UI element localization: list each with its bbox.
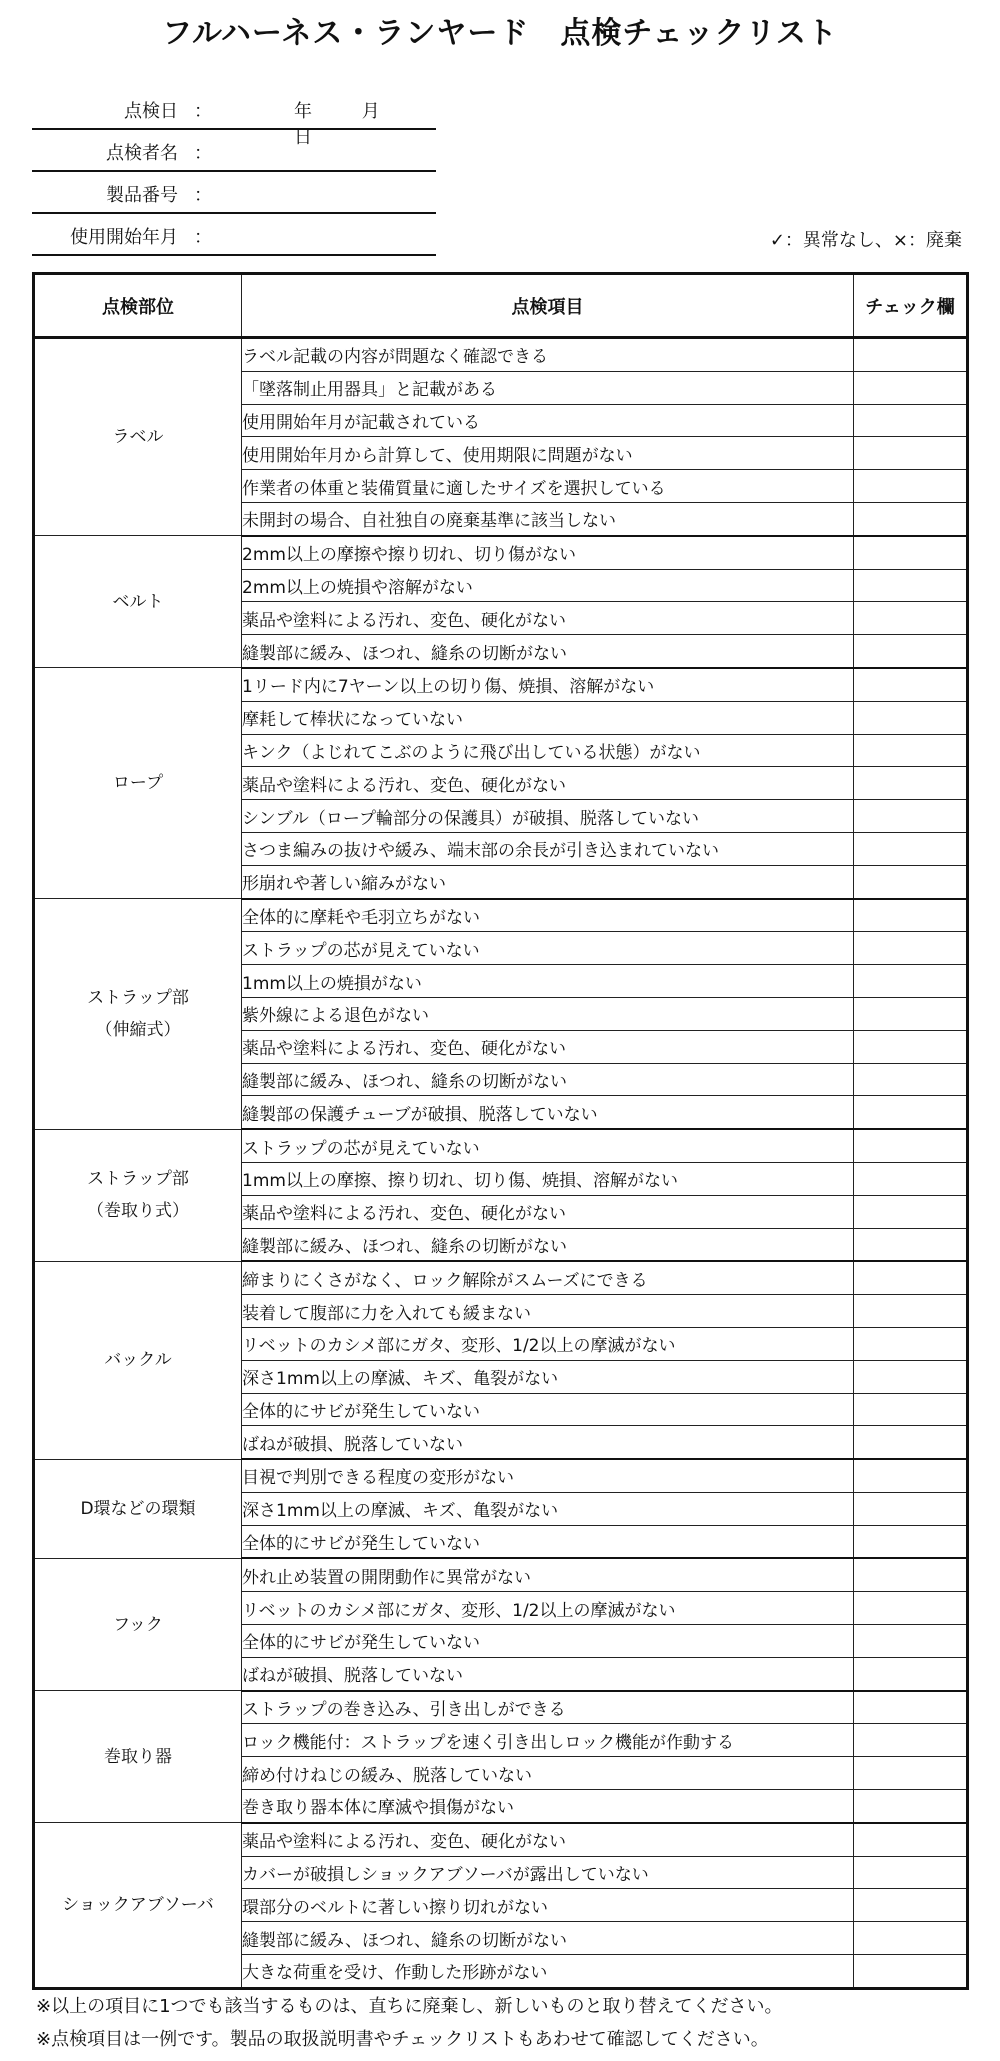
item-cell: 縫製部に緩み、ほつれ、縫糸の切断がない — [242, 635, 854, 668]
check-legend: ✓：異常なし、×：廃棄 — [769, 230, 962, 251]
item-cell: 外れ止め装置の開閉動作に異常がない — [242, 1558, 854, 1591]
part-label: （巻取り式） — [87, 1201, 189, 1222]
item-cell: 紫外線による退色がない — [242, 997, 854, 1030]
part-cell — [34, 1823, 242, 1988]
date-month-label: 月 — [361, 101, 380, 122]
date-year-label: 年 — [294, 101, 312, 122]
check-cell[interactable] — [854, 371, 968, 404]
table-header-row — [34, 274, 968, 338]
item-cell: 薬品や塗料による汚れ、変色、硬化がない — [242, 1195, 854, 1228]
item-cell: 未開封の場合、自社独自の廃棄基準に該当しない — [242, 502, 854, 535]
check-cell[interactable] — [854, 1129, 968, 1162]
item-cell: ロック機能付：ストラップを速く引き出しロック機能が作動する — [242, 1724, 854, 1757]
check-cell[interactable] — [854, 1592, 968, 1625]
footnote: ※以上の項目に1つでも該当するものは、直ちに廃棄し、新しいものと取り替えてください。 — [36, 1996, 783, 2017]
table-row — [34, 668, 968, 701]
item-cell: 全体的にサビが発生していない — [242, 1393, 854, 1426]
info-row-start-date[interactable] — [32, 214, 436, 256]
item-cell: 装着して腹部に力を入れても緩まない — [242, 1295, 854, 1328]
table-row — [34, 536, 968, 569]
item-cell: 環部分のベルトに著しい擦り切れがない — [242, 1889, 854, 1922]
item-cell: 2mm以上の摩擦や擦り切れ、切り傷がない — [242, 536, 854, 569]
info-label: 点検者名 — [106, 143, 178, 164]
checklist-body — [34, 338, 968, 1989]
header-item: 点検項目 — [242, 274, 854, 338]
check-cell[interactable] — [854, 1625, 968, 1658]
check-cell[interactable] — [854, 404, 968, 437]
check-cell[interactable] — [854, 1525, 968, 1558]
check-cell[interactable] — [854, 1096, 968, 1129]
item-cell: 薬品や塗料による汚れ、変色、硬化がない — [242, 602, 854, 635]
item-cell: 全体的に摩耗や毛羽立ちがない — [242, 899, 854, 932]
item-cell: 目視で判別できる程度の変形がない — [242, 1459, 854, 1492]
info-label: 製品番号 — [106, 185, 178, 206]
table-row — [34, 1459, 968, 1492]
item-cell: ばねが破損、脱落していない — [242, 1657, 854, 1690]
check-cell[interactable] — [854, 800, 968, 833]
check-cell[interactable] — [854, 1922, 968, 1955]
check-cell[interactable] — [854, 1327, 968, 1360]
item-cell: カバーが破損しショックアブソーバが露出していない — [242, 1856, 854, 1889]
footnote: ※点検項目は一例です。製品の取扱説明書やチェックリストもあわせて確認してください。 — [36, 2029, 769, 2050]
info-label: 使用開始年月 — [70, 227, 178, 248]
info-colon: ： — [194, 143, 212, 164]
check-cell[interactable] — [854, 1360, 968, 1393]
item-cell: 深さ1mm以上の摩滅、キズ、亀裂がない — [242, 1360, 854, 1393]
part-label: ストラップ部 — [87, 1169, 189, 1190]
check-cell[interactable] — [854, 1889, 968, 1922]
part-cell — [34, 1558, 242, 1690]
item-cell: 縫製部の保護チューブが破損、脱落していない — [242, 1096, 854, 1129]
item-cell: 2mm以上の焼損や溶解がない — [242, 569, 854, 602]
item-cell: 大きな荷重を受け、作動した形跡がない — [242, 1955, 854, 1989]
check-cell[interactable] — [854, 1459, 968, 1492]
info-row-product-number[interactable] — [32, 172, 436, 214]
check-cell[interactable] — [854, 1393, 968, 1426]
info-row-inspection-date[interactable] — [32, 88, 436, 148]
check-cell[interactable] — [854, 1558, 968, 1591]
table-row — [34, 1129, 968, 1162]
part-label: ベルト — [112, 591, 164, 612]
check-cell[interactable] — [854, 502, 968, 535]
part-label: フック — [113, 1614, 163, 1635]
page-title: フルハーネス・ランヤード 点検チェックリスト — [162, 16, 838, 51]
item-cell: 薬品や塗料による汚れ、変色、硬化がない — [242, 1030, 854, 1063]
check-cell[interactable] — [854, 338, 968, 372]
check-cell[interactable] — [854, 668, 968, 701]
check-cell[interactable] — [854, 1228, 968, 1261]
check-cell[interactable] — [854, 1856, 968, 1889]
part-label: ショックアブソーバ — [62, 1895, 214, 1916]
check-cell[interactable] — [854, 1691, 968, 1724]
check-cell[interactable] — [854, 1426, 968, 1459]
item-cell: ラベル記載の内容が問題なく確認できる — [242, 338, 854, 372]
check-cell[interactable] — [854, 1757, 968, 1790]
part-label: ストラップ部 — [87, 987, 189, 1008]
item-cell: 縫製部に緩み、ほつれ、縫糸の切断がない — [242, 1922, 854, 1955]
part-label: D環などの環類 — [80, 1498, 196, 1519]
check-cell[interactable] — [854, 767, 968, 800]
check-cell[interactable] — [854, 602, 968, 635]
item-cell: 使用開始年月から計算して、使用期限に問題がない — [242, 437, 854, 470]
check-cell[interactable] — [854, 635, 968, 668]
part-cell — [34, 1459, 242, 1558]
item-cell: ストラップの芯が見えていない — [242, 932, 854, 965]
check-cell[interactable] — [854, 437, 968, 470]
part-cell — [34, 1129, 242, 1261]
part-label: ロープ — [112, 773, 164, 794]
date-day-label: 日 — [294, 127, 312, 148]
check-cell[interactable] — [854, 569, 968, 602]
part-label: （伸縮式） — [95, 1019, 181, 1040]
part-label: バックル — [104, 1350, 172, 1371]
info-label: 点検日 — [124, 101, 178, 122]
table-row — [34, 1823, 968, 1856]
item-cell: リベットのカシメ部にガタ、変形、1/2以上の摩滅がない — [242, 1592, 854, 1625]
part-cell — [34, 1691, 242, 1823]
part-cell — [34, 668, 242, 899]
check-cell[interactable] — [854, 536, 968, 569]
part-label: ラベル — [112, 427, 164, 448]
item-cell: 作業者の体重と装備質量に適したサイズを選択している — [242, 470, 854, 503]
item-cell: 巻き取り器本体に摩滅や損傷がない — [242, 1790, 854, 1823]
table-row — [34, 1558, 968, 1591]
item-cell: ばねが破損、脱落していない — [242, 1426, 854, 1459]
item-cell: 薬品や塗料による汚れ、変色、硬化がない — [242, 767, 854, 800]
item-cell: 深さ1mm以上の摩滅、キズ、亀裂がない — [242, 1492, 854, 1525]
check-cell[interactable] — [854, 1295, 968, 1328]
item-cell: さつま編みの抜けや緩み、端末部の余長が引き込まれていない — [242, 832, 854, 865]
item-cell: 「墜落制止用器具」と記載がある — [242, 371, 854, 404]
check-cell[interactable] — [854, 1162, 968, 1195]
inspection-info-fields — [32, 88, 436, 256]
check-cell[interactable] — [854, 1790, 968, 1823]
check-cell[interactable] — [854, 1657, 968, 1690]
check-cell[interactable] — [854, 1195, 968, 1228]
check-cell[interactable] — [854, 899, 968, 932]
item-cell: 縫製部に緩み、ほつれ、縫糸の切断がない — [242, 1228, 854, 1261]
item-cell: 薬品や塗料による汚れ、変色、硬化がない — [242, 1823, 854, 1856]
check-cell[interactable] — [854, 1724, 968, 1757]
table-row — [34, 1261, 968, 1294]
check-cell[interactable] — [854, 832, 968, 865]
footnotes — [36, 1990, 783, 2056]
check-cell[interactable] — [854, 965, 968, 998]
table-row — [34, 899, 968, 932]
item-cell: 1mm以上の焼損がない — [242, 965, 854, 998]
part-cell — [34, 1261, 242, 1459]
check-cell[interactable] — [854, 1955, 968, 1989]
part-cell — [34, 536, 242, 668]
check-cell[interactable] — [854, 1063, 968, 1096]
part-cell — [34, 338, 242, 536]
info-colon: ： — [194, 101, 212, 122]
info-colon: ： — [194, 185, 212, 206]
inspection-checklist-table — [32, 272, 969, 1990]
check-cell[interactable] — [854, 932, 968, 965]
item-cell: 縫製部に緩み、ほつれ、縫糸の切断がない — [242, 1063, 854, 1096]
check-cell[interactable] — [854, 1261, 968, 1294]
item-cell: リベットのカシメ部にガタ、変形、1/2以上の摩滅がない — [242, 1327, 854, 1360]
item-cell: 締め付けねじの緩み、脱落していない — [242, 1757, 854, 1790]
item-cell: キンク（よじれてこぶのように飛び出している状態）がない — [242, 734, 854, 767]
part-cell — [34, 899, 242, 1130]
item-cell: 1リード内に7ヤーン以上の切り傷、焼損、溶解がない — [242, 668, 854, 701]
check-cell[interactable] — [854, 701, 968, 734]
item-cell: 締まりにくさがなく、ロック解除がスムーズにできる — [242, 1261, 854, 1294]
check-cell[interactable] — [854, 1030, 968, 1063]
item-cell: ストラップの芯が見えていない — [242, 1129, 854, 1162]
info-row-inspector-name[interactable] — [32, 130, 436, 172]
header-check: チェック欄 — [854, 274, 968, 338]
header-part: 点検部位 — [34, 274, 242, 338]
item-cell: 全体的にサビが発生していない — [242, 1525, 854, 1558]
check-cell[interactable] — [854, 734, 968, 767]
item-cell: ストラップの巻き込み、引き出しができる — [242, 1691, 854, 1724]
check-cell[interactable] — [854, 1492, 968, 1525]
item-cell: 使用開始年月が記載されている — [242, 404, 854, 437]
check-cell[interactable] — [854, 865, 968, 898]
check-cell[interactable] — [854, 997, 968, 1030]
table-row — [34, 338, 968, 372]
table-row — [34, 1691, 968, 1724]
check-cell[interactable] — [854, 470, 968, 503]
info-colon: ： — [194, 227, 212, 248]
item-cell: 全体的にサビが発生していない — [242, 1625, 854, 1658]
part-label: 巻取り器 — [104, 1746, 172, 1767]
item-cell: 摩耗して棒状になっていない — [242, 701, 854, 734]
check-cell[interactable] — [854, 1823, 968, 1856]
item-cell: 形崩れや著しい縮みがない — [242, 865, 854, 898]
item-cell: シンブル（ロープ輪部分の保護具）が破損、脱落していない — [242, 800, 854, 833]
item-cell: 1mm以上の摩擦、擦り切れ、切り傷、焼損、溶解がない — [242, 1162, 854, 1195]
